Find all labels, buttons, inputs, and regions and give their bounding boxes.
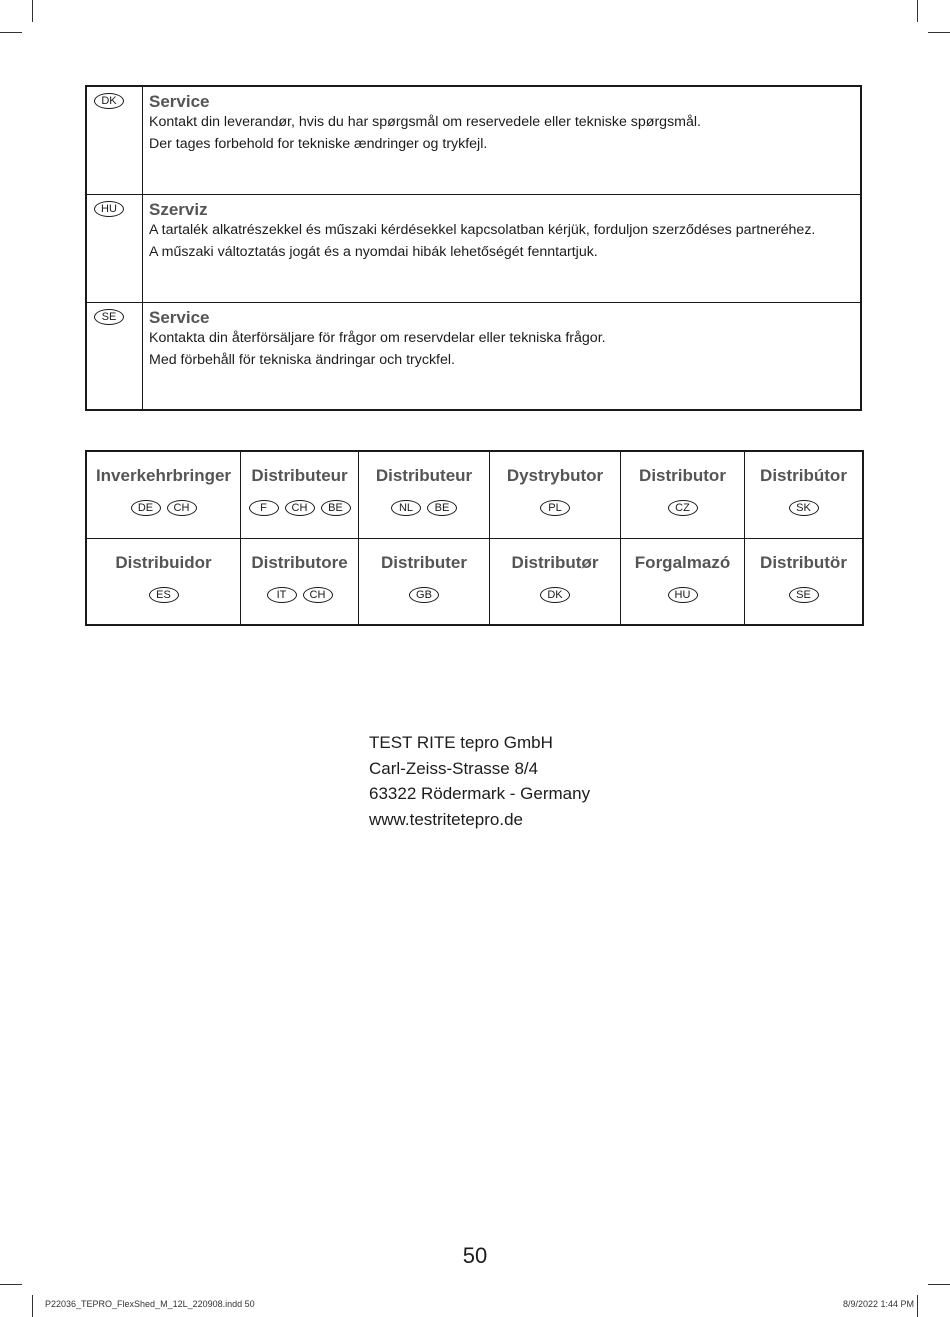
service-line: Kontakt din leverandør, hvis du har spørgsmål om reservedele eller tekniske spørgsmål. (149, 114, 701, 130)
service-text-cell (143, 195, 860, 302)
country-badge: ES (149, 587, 179, 603)
country-badge: DE (131, 500, 161, 516)
country-code-cell (87, 195, 143, 302)
city-address: 63322 Rödermark - Germany (369, 784, 591, 804)
service-line: A műszaki változtatás jogát és a nyomdai hibák lehetőségét fenntartjuk. (149, 244, 598, 260)
website-link[interactable]: www.testritetepro.de (369, 810, 524, 830)
country-badges (359, 498, 489, 516)
country-badge: CZ (668, 500, 698, 516)
country-badge: HU (668, 587, 698, 603)
crop-mark (917, 1295, 918, 1317)
crop-mark (32, 0, 33, 22)
crop-mark (928, 1284, 950, 1285)
country-badge: CH (167, 500, 197, 516)
country-badges (745, 585, 862, 603)
distributor-cell (359, 452, 490, 539)
distributor-title: Forgalmazó (634, 553, 731, 572)
distributor-table (85, 450, 864, 626)
distributor-title: Inverkehrbringer (95, 466, 232, 485)
crop-mark (0, 32, 22, 33)
distributor-title: Distributer (381, 553, 467, 572)
country-badges (745, 498, 862, 516)
service-line: Med förbehåll för tekniska ändringar och tryckfel. (149, 352, 455, 368)
country-code-cell (87, 303, 143, 409)
distributor-title: Distribuidor (115, 553, 212, 572)
country-badge: PL (540, 500, 570, 516)
service-line: Kontakta din återförsäljare för frågor om reservdelar eller tekniska frågor. (149, 330, 606, 346)
country-badge: CH (285, 500, 315, 516)
country-badges (241, 498, 358, 516)
distributor-cell (87, 452, 241, 539)
distributor-cell (621, 539, 745, 624)
distributor-cell (87, 539, 241, 624)
service-row-se (87, 303, 860, 409)
service-text-cell (143, 87, 860, 194)
crop-mark (0, 1284, 22, 1285)
service-line: Der tages forbehold for tekniske ændringer og trykfejl. (149, 136, 488, 152)
country-badges (87, 498, 240, 516)
country-badge: SE (789, 587, 819, 603)
service-title: Service (149, 308, 210, 327)
distributor-cell (241, 539, 359, 624)
country-badge: F (249, 500, 279, 516)
country-badge-hu: HU (94, 201, 124, 217)
service-row-dk (87, 87, 860, 195)
crop-mark (32, 1295, 33, 1317)
distributor-cell (745, 539, 862, 624)
country-badge: GB (409, 587, 439, 603)
page-number: 50 (462, 1243, 488, 1268)
country-badges (87, 585, 240, 603)
country-badge: BE (427, 500, 457, 516)
distributor-title: Dystrybutor (506, 466, 604, 485)
distributor-title: Distribútor (760, 466, 847, 485)
country-badge-dk: DK (94, 93, 124, 109)
service-line: A tartalék alkatrészekkel és műszaki kérdésekkel kapcsolatban kérjük, forduljon szerződéses partneréhez. (149, 222, 816, 238)
country-badges (241, 585, 358, 603)
country-badges (490, 498, 620, 516)
country-badge: CH (303, 587, 333, 603)
street-address: Carl-Zeiss-Strasse 8/4 (369, 758, 539, 778)
distributor-title: Distributeur (251, 466, 348, 485)
footer-timestamp: 8/9/2022 1:44 PM (842, 1299, 914, 1309)
country-badge: SK (789, 500, 819, 516)
distributor-title: Distributör (760, 553, 847, 572)
country-badges (621, 585, 744, 603)
country-badge: DK (540, 587, 570, 603)
country-badge: NL (391, 500, 421, 516)
company-address (369, 730, 590, 833)
crop-mark (917, 0, 918, 22)
service-row-hu (87, 195, 860, 303)
crop-mark (928, 32, 950, 33)
country-badges (490, 585, 620, 603)
service-table (85, 85, 862, 411)
country-badges (359, 585, 489, 603)
service-title: Service (149, 92, 210, 111)
distributor-title: Distributore (251, 553, 348, 572)
footer-file-slug: P22036_TEPRO_FlexShed_M_12L_220908.indd 50 (45, 1299, 255, 1309)
company-name: TEST RITE tepro GmbH (369, 733, 553, 752)
service-text-cell (143, 303, 860, 409)
distributor-title: Distributør (511, 553, 599, 572)
distributor-cell (745, 452, 862, 539)
country-badge-se: SE (94, 309, 124, 325)
country-badge: BE (321, 500, 351, 516)
distributor-cell (241, 452, 359, 539)
country-badges (621, 498, 744, 516)
distributor-cell (359, 539, 490, 624)
country-badge: IT (267, 587, 297, 603)
distributor-title: Distributeur (375, 466, 473, 485)
service-title: Szerviz (149, 200, 208, 219)
distributor-cell (621, 452, 745, 539)
distributor-title: Distributor (639, 466, 726, 485)
distributor-cell (490, 539, 621, 624)
country-code-cell (87, 87, 143, 194)
distributor-cell (490, 452, 621, 539)
